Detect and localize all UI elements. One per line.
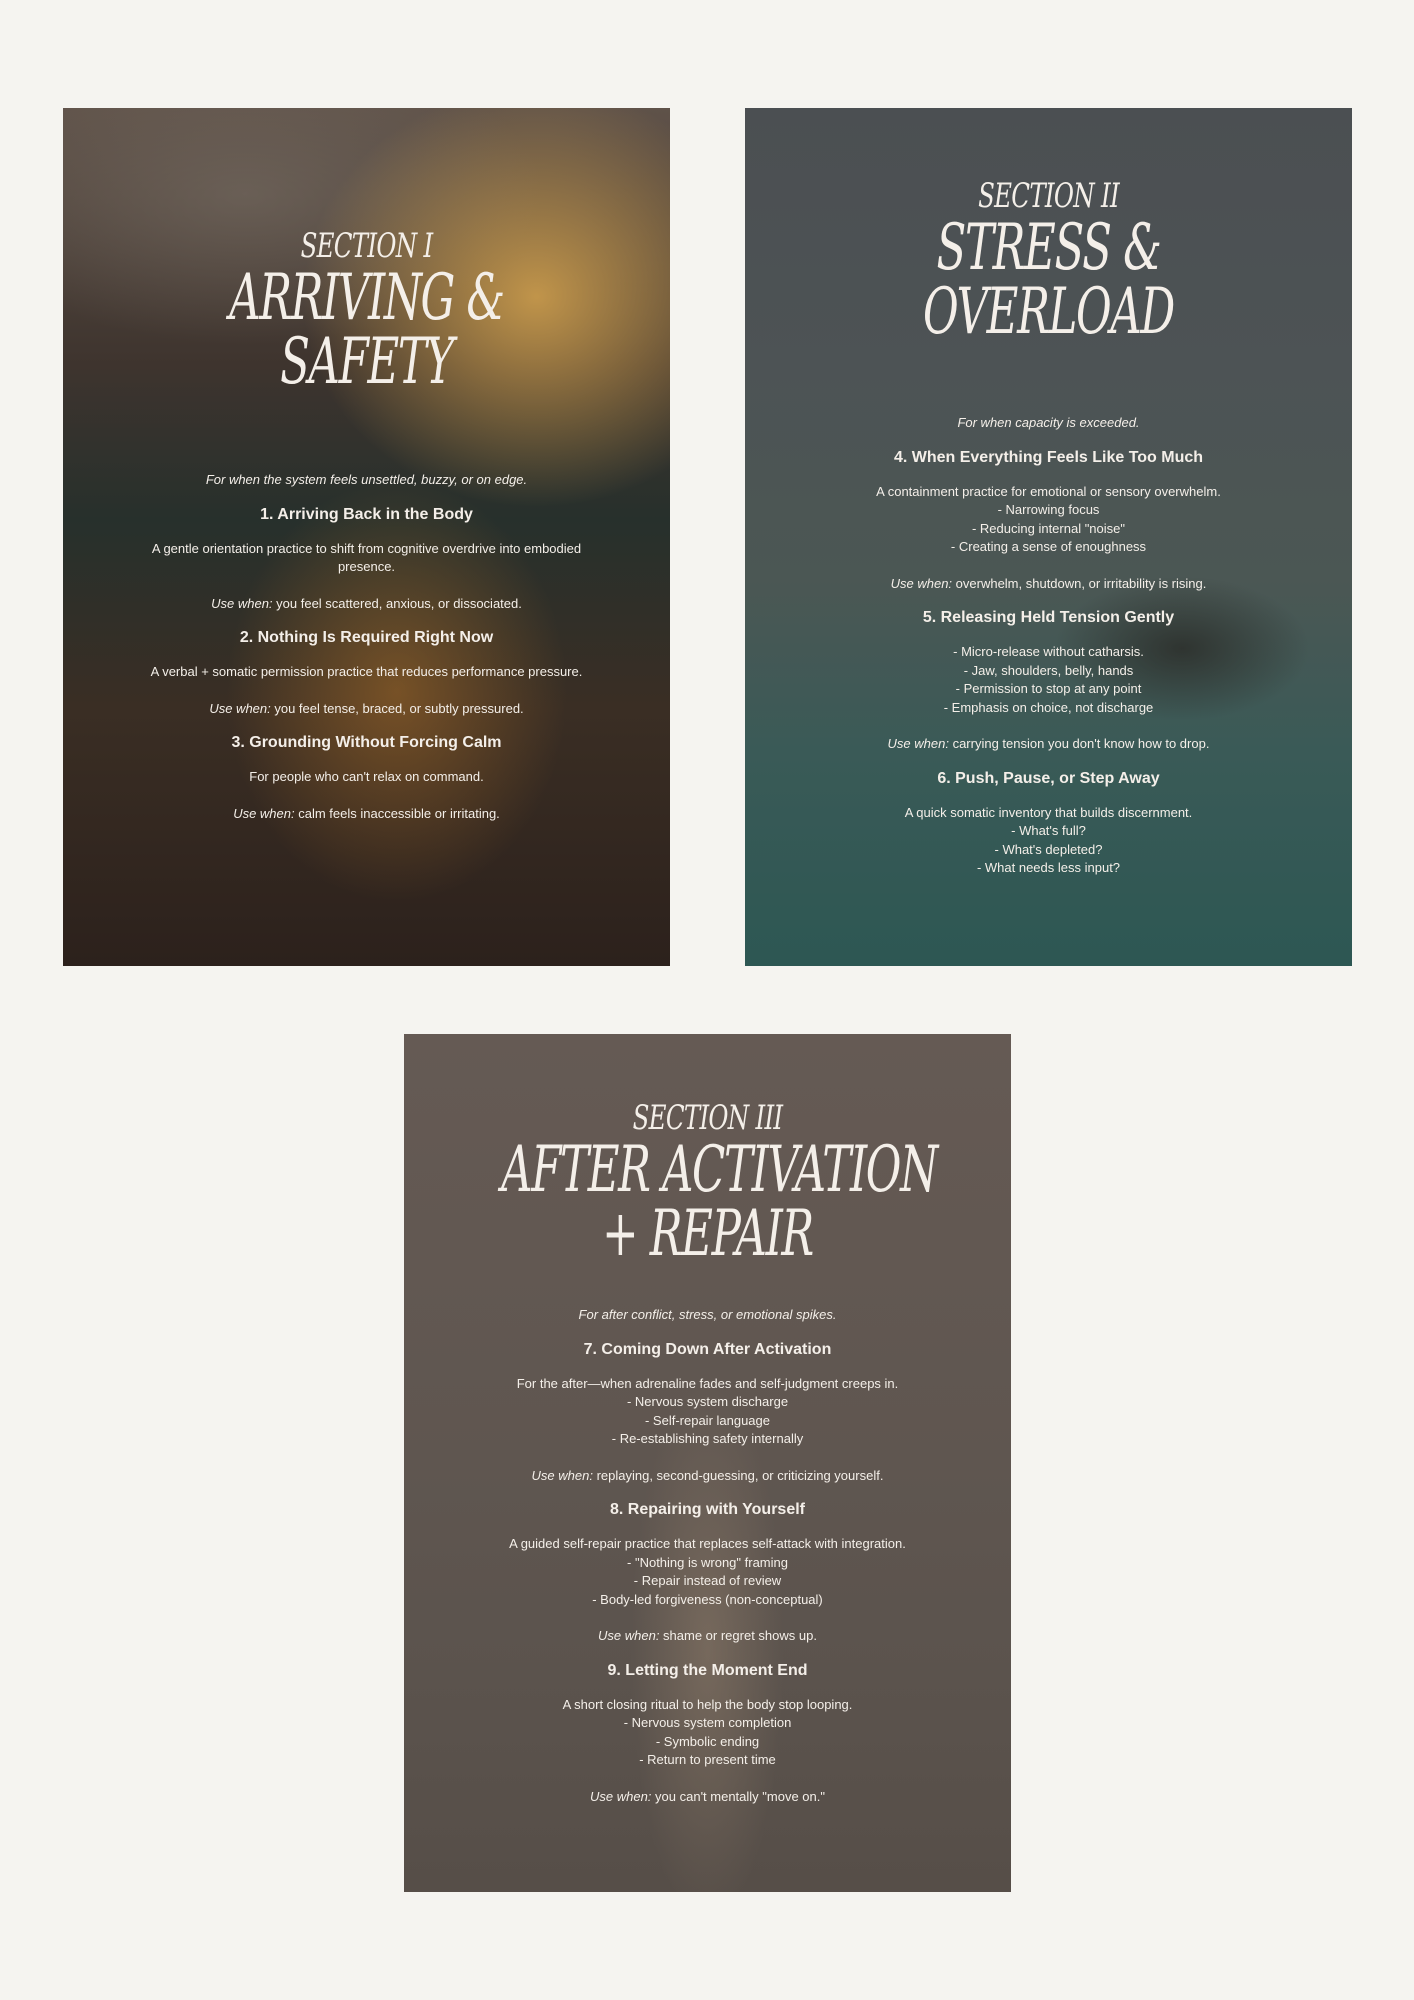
- use-when: [123, 595, 610, 614]
- section-card-3: [404, 1034, 1011, 1892]
- section-body: [63, 471, 670, 837]
- description-line: A short closing ritual to help the body stop looping.: [562, 1696, 853, 1712]
- section-body: [745, 414, 1352, 896]
- description-line: - Self-repair language: [644, 1412, 771, 1428]
- use-when: [123, 805, 610, 824]
- description-line: For the after—when adrenaline fades and self-judgment creeps in.: [516, 1375, 899, 1391]
- use-when: [123, 700, 610, 719]
- practice-title: 9. Letting the Moment End: [607, 1661, 808, 1679]
- section-title-line: SAFETY: [280, 325, 453, 399]
- description-line: - Symbolic ending: [655, 1733, 760, 1749]
- description-line: - Nervous system discharge: [626, 1394, 789, 1409]
- description-line: - What's full?: [1011, 823, 1086, 838]
- use-when-text: you feel tense, braced, or subtly pressured.: [270, 700, 524, 716]
- use-when-text: you feel scattered, anxious, or dissociated.: [272, 595, 522, 611]
- section-title-line: OVERLOAD: [923, 275, 1174, 349]
- practice-title: 6. Push, Pause, or Step Away: [937, 769, 1160, 787]
- section-card-2: [745, 108, 1352, 966]
- use-when-label: Use when:: [590, 1788, 652, 1804]
- use-when-text: overwhelm, shutdown, or irritability is rising.: [952, 575, 1207, 591]
- use-when-text: carrying tension you don't know how to drop.: [948, 736, 1210, 751]
- description-line: A verbal + somatic permission practice that reduces performance pressure.: [150, 664, 583, 679]
- section-title-line: STRESS &: [936, 211, 1161, 285]
- use-when-text: calm feels inaccessible or irritating.: [294, 805, 500, 821]
- use-when: [464, 1627, 951, 1646]
- description-line: - Return to present time: [639, 1752, 776, 1767]
- practice-description: [805, 804, 1292, 878]
- section-label: SECTION III: [632, 1098, 783, 1138]
- description-line: - "Nothing is wrong" framing: [627, 1554, 788, 1570]
- use-when-label: Use when:: [598, 1628, 660, 1643]
- description-line: - Nervous system completion: [623, 1715, 792, 1730]
- description-line: - Creating a sense of enoughness: [950, 539, 1147, 554]
- section-title-line: ARRIVING &: [229, 261, 504, 335]
- section-title-line: AFTER ACTIVATION: [501, 1133, 937, 1207]
- use-when-text: replaying, second-guessing, or criticizing yourself.: [592, 1467, 884, 1483]
- description-line: - Reducing internal "noise": [971, 520, 1126, 536]
- use-when: [464, 1788, 951, 1807]
- practice-title: 3. Grounding Without Forcing Calm: [231, 734, 502, 751]
- section-label: SECTION I: [300, 226, 433, 266]
- description-line: - Micro-release without catharsis.: [953, 644, 1144, 659]
- description-line: - Repair instead of review: [633, 1573, 782, 1588]
- practice-title: 4. When Everything Feels Like Too Much: [893, 448, 1204, 466]
- use-when: [805, 735, 1292, 754]
- section-heading: [404, 1098, 1011, 1271]
- use-when-label: Use when:: [233, 805, 295, 821]
- description-line: - What needs less input?: [976, 860, 1121, 875]
- practice-title: 2. Nothing Is Required Right Now: [239, 629, 494, 646]
- use-when-label: Use when:: [890, 575, 953, 591]
- description-line: - Permission to stop at any point: [955, 681, 1142, 696]
- practice-description: [464, 1375, 951, 1449]
- description-line: A gentle orientation practice to shift from cognitive overdrive into embodied presence.: [151, 540, 582, 574]
- description-line: A containment practice for emotional or sensory overwhelm.: [876, 483, 1221, 499]
- section-heading: [745, 176, 1352, 349]
- section-title-line: + REPAIR: [602, 1197, 813, 1271]
- use-when-text: you can't mentally "move on.": [651, 1788, 825, 1804]
- practice-description: [464, 1696, 951, 1770]
- section-heading: [63, 226, 670, 399]
- practice-title: 1. Arriving Back in the Body: [260, 505, 473, 523]
- use-when-label: Use when:: [211, 595, 273, 611]
- practice-description: [123, 663, 610, 682]
- description-line: - What's depleted?: [994, 841, 1103, 857]
- practice-description: [805, 643, 1292, 717]
- practice-title: 8. Repairing with Yourself: [610, 1501, 805, 1518]
- practice-description: [123, 768, 610, 787]
- description-line: - Narrowing focus: [997, 502, 1100, 517]
- use-when-text: shame or regret shows up.: [659, 1628, 817, 1643]
- section-tagline: For when capacity is exceeded.: [957, 415, 1140, 430]
- use-when-label: Use when:: [887, 736, 949, 751]
- description-line: For people who can't relax on command.: [249, 769, 484, 784]
- description-line: - Re-establishing safety internally: [611, 1431, 804, 1446]
- practice-title: 7. Coming Down After Activation: [583, 1340, 832, 1358]
- section-tagline: For when the system feels unsettled, buzzy, or on edge.: [205, 472, 528, 487]
- description-line: - Emphasis on choice, not discharge: [943, 699, 1154, 715]
- section-card-1: [63, 108, 670, 966]
- use-when-label: Use when:: [209, 700, 271, 716]
- practice-description: [464, 1535, 951, 1609]
- section-label: SECTION II: [978, 176, 1119, 216]
- use-when-label: Use when:: [531, 1467, 593, 1483]
- practice-description: [123, 540, 610, 577]
- description-line: A quick somatic inventory that builds discernment.: [904, 804, 1193, 820]
- section-tagline: For after conflict, stress, or emotional spikes.: [578, 1307, 837, 1322]
- description-line: - Body-led forgiveness (non-conceptual): [592, 1591, 823, 1607]
- practice-title: 5. Releasing Held Tension Gently: [922, 609, 1175, 626]
- description-line: - Jaw, shoulders, belly, hands: [963, 662, 1134, 678]
- description-line: A guided self-repair practice that replaces self-attack with integration.: [509, 1536, 906, 1551]
- practice-description: [805, 483, 1292, 557]
- use-when: [464, 1467, 951, 1486]
- use-when: [805, 575, 1292, 594]
- section-body: [404, 1306, 1011, 1820]
